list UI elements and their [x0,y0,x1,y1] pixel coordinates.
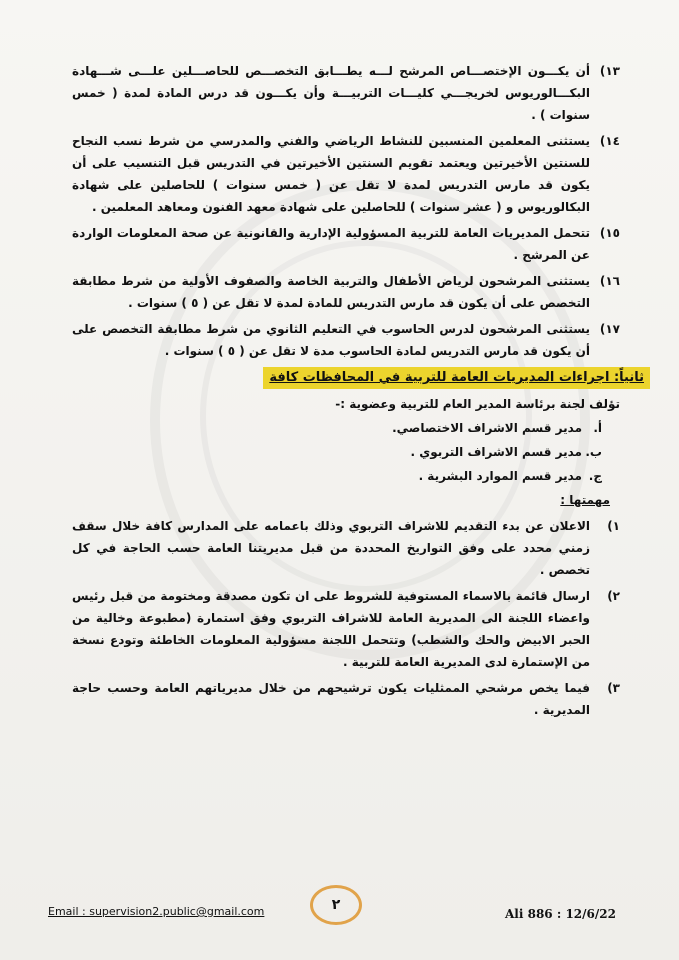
task-1 [72,515,620,581]
member-mark: أ. [593,421,602,435]
task-number: ١) [607,519,620,533]
section-title: ثانياً: اجراءات المديريات العامة للتربية في المحافظات كافة [263,367,650,389]
page-number: ٢ [331,897,341,913]
task-number: ٣) [607,681,620,695]
task-text: فيما يخص مرشحي الممثليات يكون ترشيحهم من خلال مديرياتهم العامة وحسب حاجة المديرية . [72,681,590,717]
clause-text: تتحمل المديريات العامة للتربية المسؤولية الإدارية والقانونية عن صحة المعلومات الواردة عن المرشح . [72,226,590,262]
clause-13 [72,60,620,126]
page-number-badge [310,885,362,925]
committee-member [72,417,620,439]
clause-number: ١٧) [599,322,620,336]
member-text: مدير قسم الاشراف التربوي . [410,445,582,459]
clause-number: ١٦) [599,274,620,288]
member-text: مدير قسم الموارد البشرية . [418,469,582,483]
clause-text: يستثنى المعلمين المنسبين للنشاط الرياضي والفني والمدرسي من شرط نسب النجاح للسنتين الأخيرتين ويعتمد تقويم السنتين الأخيرتين في التدريس قبل التنسيب على أن يكون قد مارس التدريس لمدة لا تقل عن ( خمس سنوات ) للحاصلين على شهادة البكالوريوس و ( عشر سنوات ) للحاصلين على شهادة معهد الفنون ومعاهد المعلمين . [72,134,590,214]
clause-number: ١٥) [599,226,620,240]
task-3 [72,677,620,721]
member-text: مدير قسم الاشراف الاختصاصي. [392,421,582,435]
clause-16 [72,270,620,314]
clause-number: ١٤) [599,134,620,148]
committee-member [72,441,620,463]
task-number: ٢) [607,589,620,603]
clause-text: يستثنى المرشحون لدرس الحاسوب في التعليم الثانوي من شرط مطابقة التخصص على أن يكون قد مارس التدريس لمادة الحاسوب مدة لا تقل عن ( ٥ ) سنوات . [72,322,590,358]
document-body [72,60,644,725]
committee-intro: تؤلف لجنة برئاسة المدير العام للتربية وعضوية :- [335,397,620,411]
footer-signature: Ali 886 : 12/6/22 [505,907,616,921]
clause-14 [72,130,620,218]
clause-text: أن يكـــون الإختصـــاص المرشح لـــه يطـــابق التخصـــص للحاصـــلين علـــى شـــهادة البكـــالوريوس لخريجـــي كليـــات التربيـــة وأن يكـــون قد درس المادة لمدة ( خمس سنوات ) . [72,64,590,122]
clause-text: يستثنى المرشحون لرياض الأطفال والتربية الخاصة والصفوف الأولية من شرط مطابقة التخصص على أن يكون قد مارس التدريس للمادة لمدة لا تقل عن ( ٥ ) سنوات . [72,274,590,310]
task-text: ارسال قائمة بالاسماء المستوفية للشروط على ان تكون مصدقة ومختومة من قبل رئيس واعضاء اللجنة الى المديرية العامة للاشراف التربوي وفق استمارة (مطبوعة وخالية من الحبر الابيض والحك والشطب) وتتحمل اللجنة مسؤولية المعلومات الخاطئة وتودع نسخة من الإستمارة لدى المديرية العامة للتربية . [72,589,590,669]
task-text: الاعلان عن بدء التقديم للاشراف التربوي وذلك باعمامه على المدارس كافة خلال سقف زمني محدد على وفق التواريخ المحددة من قبل مديريتنا العامة حسب الحاجة في كل تخصص . [72,519,590,577]
committee-member [72,465,620,487]
member-mark: ج. [588,469,602,483]
tasks-title: مهمتها : [560,493,610,507]
footer-email[interactable]: Email : supervision2.public@gmail.com [48,905,265,918]
member-mark: ب. [585,445,602,459]
clause-number: ١٣) [599,64,620,78]
clause-17 [72,318,620,362]
clause-15 [72,222,620,266]
task-2 [72,585,620,673]
